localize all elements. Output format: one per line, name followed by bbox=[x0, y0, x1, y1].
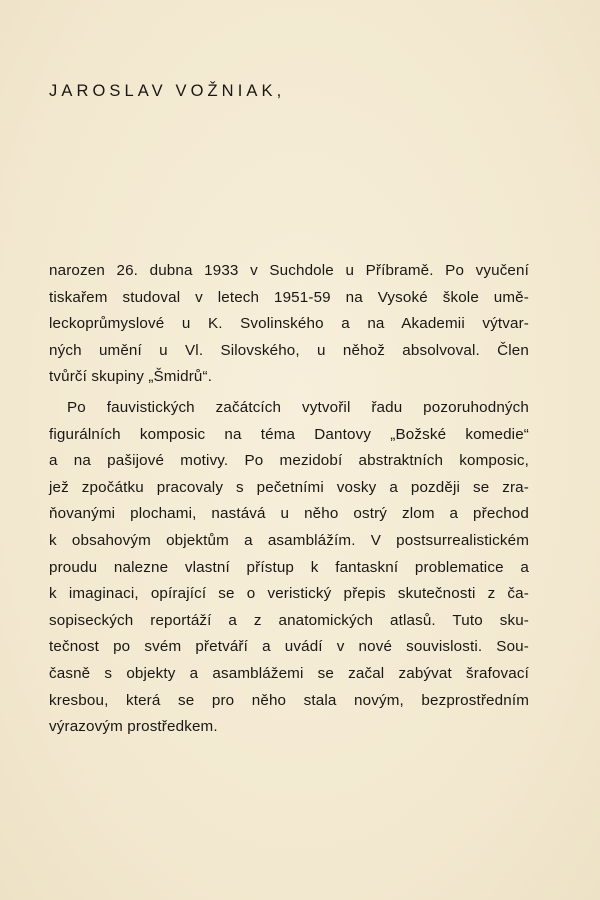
author-name-heading: JAROSLAV VOŽNIAK, bbox=[49, 82, 286, 100]
text-line: figurálních komposic na téma Dantovy „Božské komedie“ bbox=[49, 425, 529, 443]
text-line: tvůrčí skupiny „Šmidrů“. bbox=[49, 368, 213, 386]
text-line: k obsahovým objektům a asamblážím. V postsurrealistickém bbox=[49, 531, 529, 549]
text-line: ných umění u Vl. Silovského, u něhož absolvoval. Člen bbox=[49, 341, 529, 359]
text-line: výrazovým prostředkem. bbox=[49, 718, 218, 736]
text-line: leckoprůmyslové u K. Svolinského a na Akademii výtvar- bbox=[49, 315, 529, 333]
text-line: tiskařem studoval v letech 1951-59 na Vysoké škole umě- bbox=[49, 288, 529, 306]
biography-text bbox=[49, 258, 529, 741]
paragraph-1 bbox=[49, 258, 529, 391]
text-line: jež zpočátku pracovaly s pečetními vosky a později se zra- bbox=[49, 478, 529, 496]
text-line: Po fauvistických začátcích vytvořil řadu pozoruhodných bbox=[67, 398, 529, 416]
text-line: proudu nalezne vlastní přístup k fantaskní problematice a bbox=[49, 558, 529, 576]
text-line: ňovanými plochami, nastává u něho ostrý zlom a přechod bbox=[49, 505, 529, 523]
text-line: tečnost po svém přetváří a uvádí v nové souvislosti. Sou- bbox=[49, 638, 529, 656]
text-line: a na pašijové motivy. Po mezidobí abstraktních komposic, bbox=[49, 452, 529, 470]
text-line: k imaginaci, opírající se o veristický přepis skutečnosti z ča- bbox=[49, 585, 529, 603]
text-line: sopiseckých reportáží a z anatomických atlasů. Tuto sku- bbox=[49, 611, 529, 629]
paragraph-2 bbox=[49, 395, 529, 741]
text-line: kresbou, která se pro něho stala novým, bezprostředním bbox=[49, 691, 529, 709]
text-line: časně s objekty a asamblážemi se začal zabývat šrafovací bbox=[49, 664, 529, 682]
text-line: narozen 26. dubna 1933 v Suchdole u Příbramě. Po vyučení bbox=[49, 262, 529, 279]
